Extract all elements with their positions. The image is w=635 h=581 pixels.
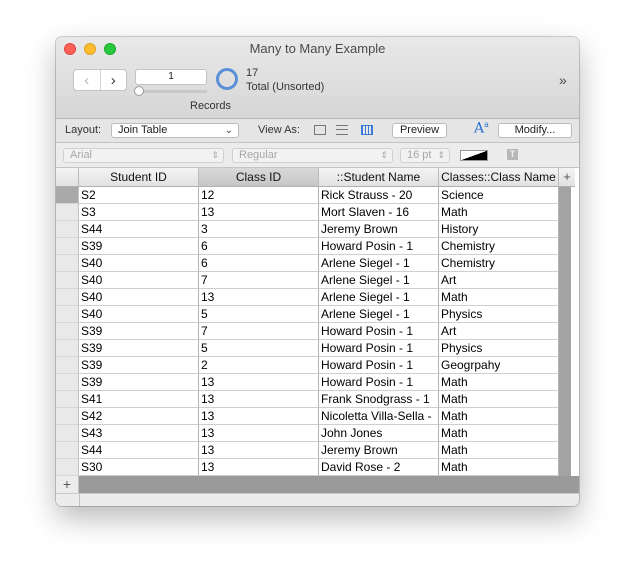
cell-class-id[interactable]: 5 — [199, 340, 319, 357]
cell-student-name[interactable]: Howard Posin - 1 — [319, 340, 439, 357]
back-arrow-icon[interactable]: ‹ — [84, 71, 90, 89]
table-bottom — [56, 493, 579, 506]
cell-class-id[interactable]: 13 — [199, 459, 319, 476]
cell-student-id[interactable]: S44 — [79, 221, 199, 238]
cell-class-id[interactable]: 6 — [199, 238, 319, 255]
row-gutter[interactable] — [56, 204, 79, 221]
cell-student-name[interactable]: Nicoletta Villa-Sella - — [319, 408, 439, 425]
cell-student-name[interactable]: Jeremy Brown — [319, 221, 439, 238]
row-gutter[interactable] — [56, 187, 79, 204]
chevron-updown-icon: ⇕ — [211, 150, 219, 160]
cell-student-name[interactable]: Howard Posin - 1 — [319, 357, 439, 374]
row-gutter[interactable] — [56, 289, 79, 306]
cell-student-id[interactable]: S30 — [79, 459, 199, 476]
table-row[interactable] — [56, 391, 579, 408]
table-row[interactable] — [56, 459, 579, 476]
table-row[interactable] — [56, 204, 579, 221]
table-row[interactable] — [56, 357, 579, 374]
cell-student-id[interactable]: S40 — [79, 272, 199, 289]
record-navigation — [73, 69, 127, 91]
table-view-icon[interactable] — [361, 125, 373, 135]
cell-class-id[interactable]: 7 — [199, 323, 319, 340]
pie-chart-icon[interactable] — [216, 68, 238, 90]
cell-student-name[interactable]: Arlene Siegel - 1 — [319, 272, 439, 289]
record-slider[interactable] — [137, 90, 207, 93]
cell-student-name[interactable]: Mort Slaven - 16 — [319, 204, 439, 221]
cell-student-id[interactable]: S40 — [79, 306, 199, 323]
table-row[interactable] — [56, 238, 579, 255]
table-row[interactable] — [56, 221, 579, 238]
record-slider-knob[interactable] — [134, 86, 144, 96]
cell-student-id[interactable]: S39 — [79, 340, 199, 357]
add-row-icon[interactable]: + — [56, 476, 79, 493]
font-select[interactable] — [63, 148, 224, 163]
row-gutter[interactable] — [56, 221, 79, 238]
table-row[interactable] — [56, 374, 579, 391]
cell-student-id[interactable]: S3 — [79, 204, 199, 221]
filemaker-window — [56, 37, 579, 506]
cell-class-name[interactable]: Chemistry — [439, 255, 559, 272]
style-select-value: Regular — [239, 149, 278, 161]
column-header-class-id[interactable]: Class ID — [199, 168, 319, 187]
record-count: 17 — [246, 67, 259, 79]
cell-class-name[interactable]: Math — [439, 204, 559, 221]
record-status: Total (Unsorted) — [246, 81, 325, 93]
cell-class-name[interactable]: Art — [439, 323, 559, 340]
column-header-student-id[interactable]: Student ID — [79, 168, 199, 187]
toolbar — [56, 37, 579, 119]
records-label: Records — [190, 100, 231, 112]
size-select[interactable] — [400, 148, 450, 163]
row-gutter[interactable] — [56, 442, 79, 459]
cell-student-id[interactable]: S39 — [79, 357, 199, 374]
row-gutter[interactable] — [56, 238, 79, 255]
cell-class-name[interactable]: Physics — [439, 340, 559, 357]
cell-class-id[interactable]: 13 — [199, 442, 319, 459]
table-row[interactable] — [56, 408, 579, 425]
new-record-row[interactable] — [56, 476, 579, 493]
table-row[interactable] — [56, 255, 579, 272]
cell-class-id[interactable]: 12 — [199, 187, 319, 204]
cell-class-id[interactable]: 13 — [199, 289, 319, 306]
cell-class-id[interactable]: 5 — [199, 306, 319, 323]
cell-class-name[interactable]: Math — [439, 374, 559, 391]
table-row[interactable] — [56, 340, 579, 357]
cell-class-name[interactable]: Geogrpahy — [439, 357, 559, 374]
cell-class-name[interactable]: Math — [439, 289, 559, 306]
text-format-icon[interactable]: $A^a$ — [474, 120, 489, 137]
header-corner — [56, 168, 79, 187]
cell-student-id[interactable]: S40 — [79, 289, 199, 306]
chevron-updown-icon: ⇕ — [437, 150, 445, 160]
cell-class-name[interactable]: Math — [439, 442, 559, 459]
cell-class-id[interactable]: 13 — [199, 425, 319, 442]
cell-class-name[interactable]: Science — [439, 187, 559, 204]
cell-student-id[interactable]: S44 — [79, 442, 199, 459]
list-view-icon[interactable] — [336, 125, 348, 135]
window-title: Many to Many Example — [249, 41, 386, 56]
table-row[interactable] — [56, 289, 579, 306]
row-gutter[interactable] — [56, 357, 79, 374]
cell-class-id[interactable]: 7 — [199, 272, 319, 289]
cell-student-id[interactable]: S41 — [79, 391, 199, 408]
row-gutter[interactable] — [56, 425, 79, 442]
table-row[interactable] — [56, 323, 579, 340]
cell-student-id[interactable]: S39 — [79, 323, 199, 340]
record-number-field[interactable]: 1 — [135, 69, 207, 85]
table-filler — [559, 187, 571, 476]
chevron-down-icon: ⌄ — [224, 125, 233, 136]
column-header-class-name[interactable]: Classes::Class Name — [439, 168, 559, 187]
cell-student-id[interactable]: S42 — [79, 408, 199, 425]
table-row[interactable] — [56, 272, 579, 289]
cell-student-name[interactable]: Jeremy Brown — [319, 442, 439, 459]
cell-student-name[interactable]: Arlene Siegel - 1 — [319, 289, 439, 306]
cell-class-id[interactable]: 2 — [199, 357, 319, 374]
cell-class-name[interactable]: History — [439, 221, 559, 238]
cell-class-id[interactable]: 13 — [199, 408, 319, 425]
cell-student-name[interactable]: Arlene Siegel - 1 — [319, 255, 439, 272]
font-select-value: Arial — [70, 149, 93, 161]
cell-class-name[interactable]: Math — [439, 425, 559, 442]
modify-button[interactable]: Modify... — [498, 123, 572, 138]
cell-student-name[interactable]: Howard Posin - 1 — [319, 323, 439, 340]
cell-class-name[interactable]: Art — [439, 272, 559, 289]
cell-student-name[interactable]: Howard Posin - 1 — [319, 374, 439, 391]
cell-class-id[interactable]: 6 — [199, 255, 319, 272]
cell-student-name[interactable]: John Jones — [319, 425, 439, 442]
row-gutter[interactable] — [56, 340, 79, 357]
cell-class-id[interactable]: 13 — [199, 391, 319, 408]
cell-class-name[interactable]: Math — [439, 408, 559, 425]
cell-student-name[interactable]: Arlene Siegel - 1 — [319, 306, 439, 323]
layout-popup-value: Join Table — [118, 124, 168, 136]
cell-class-id[interactable]: 13 — [199, 374, 319, 391]
table-row[interactable] — [56, 306, 579, 323]
column-header-student-name[interactable]: ::Student Name — [319, 168, 439, 187]
view-as-label: View As: — [258, 124, 300, 136]
text-style-icon[interactable]: T — [507, 149, 518, 160]
row-gutter[interactable] — [56, 408, 79, 425]
cell-student-name[interactable]: Frank Snodgrass - 1 — [319, 391, 439, 408]
row-gutter[interactable] — [56, 374, 79, 391]
preview-button[interactable]: Preview — [392, 123, 447, 138]
row-gutter[interactable] — [56, 391, 79, 408]
cell-student-id[interactable]: S43 — [79, 425, 199, 442]
fill-color-icon[interactable] — [460, 150, 488, 161]
row-gutter[interactable] — [56, 255, 79, 272]
row-gutter[interactable] — [56, 323, 79, 340]
cell-class-name[interactable]: Math — [439, 391, 559, 408]
cell-student-id[interactable]: S40 — [79, 255, 199, 272]
cell-student-id[interactable]: S2 — [79, 187, 199, 204]
forward-arrow-icon[interactable]: › — [100, 70, 127, 90]
layout-bar — [56, 119, 579, 143]
layout-popup[interactable] — [111, 123, 239, 138]
table-row[interactable] — [56, 442, 579, 459]
cell-student-name[interactable]: Rick Strauss - 20 — [319, 187, 439, 204]
add-column-icon[interactable]: + — [559, 168, 575, 187]
table-row[interactable] — [56, 187, 579, 204]
cell-class-id[interactable]: 3 — [199, 221, 319, 238]
cell-student-id[interactable]: S39 — [79, 374, 199, 391]
toolbar-overflow-button[interactable]: » — [559, 72, 567, 88]
cell-class-id[interactable]: 13 — [199, 204, 319, 221]
cell-student-name[interactable]: Howard Posin - 1 — [319, 238, 439, 255]
row-gutter[interactable] — [56, 272, 79, 289]
cell-student-name[interactable]: David Rose - 2 — [319, 459, 439, 476]
form-view-icon[interactable] — [314, 125, 326, 135]
chevron-updown-icon: ⇕ — [380, 150, 388, 160]
layout-label: Layout: — [65, 124, 102, 136]
table-row[interactable] — [56, 425, 579, 442]
gutter-divider — [79, 494, 80, 506]
row-gutter[interactable] — [56, 459, 79, 476]
cell-class-name[interactable]: Physics — [439, 306, 559, 323]
cell-student-id[interactable]: S39 — [79, 238, 199, 255]
table-view — [56, 168, 579, 506]
format-bar — [56, 143, 579, 168]
cell-class-name[interactable]: Chemistry — [439, 238, 559, 255]
size-select-value: 16 pt — [407, 149, 432, 161]
style-select[interactable] — [232, 148, 393, 163]
row-gutter[interactable] — [56, 306, 79, 323]
cell-class-name[interactable]: Math — [439, 459, 559, 476]
